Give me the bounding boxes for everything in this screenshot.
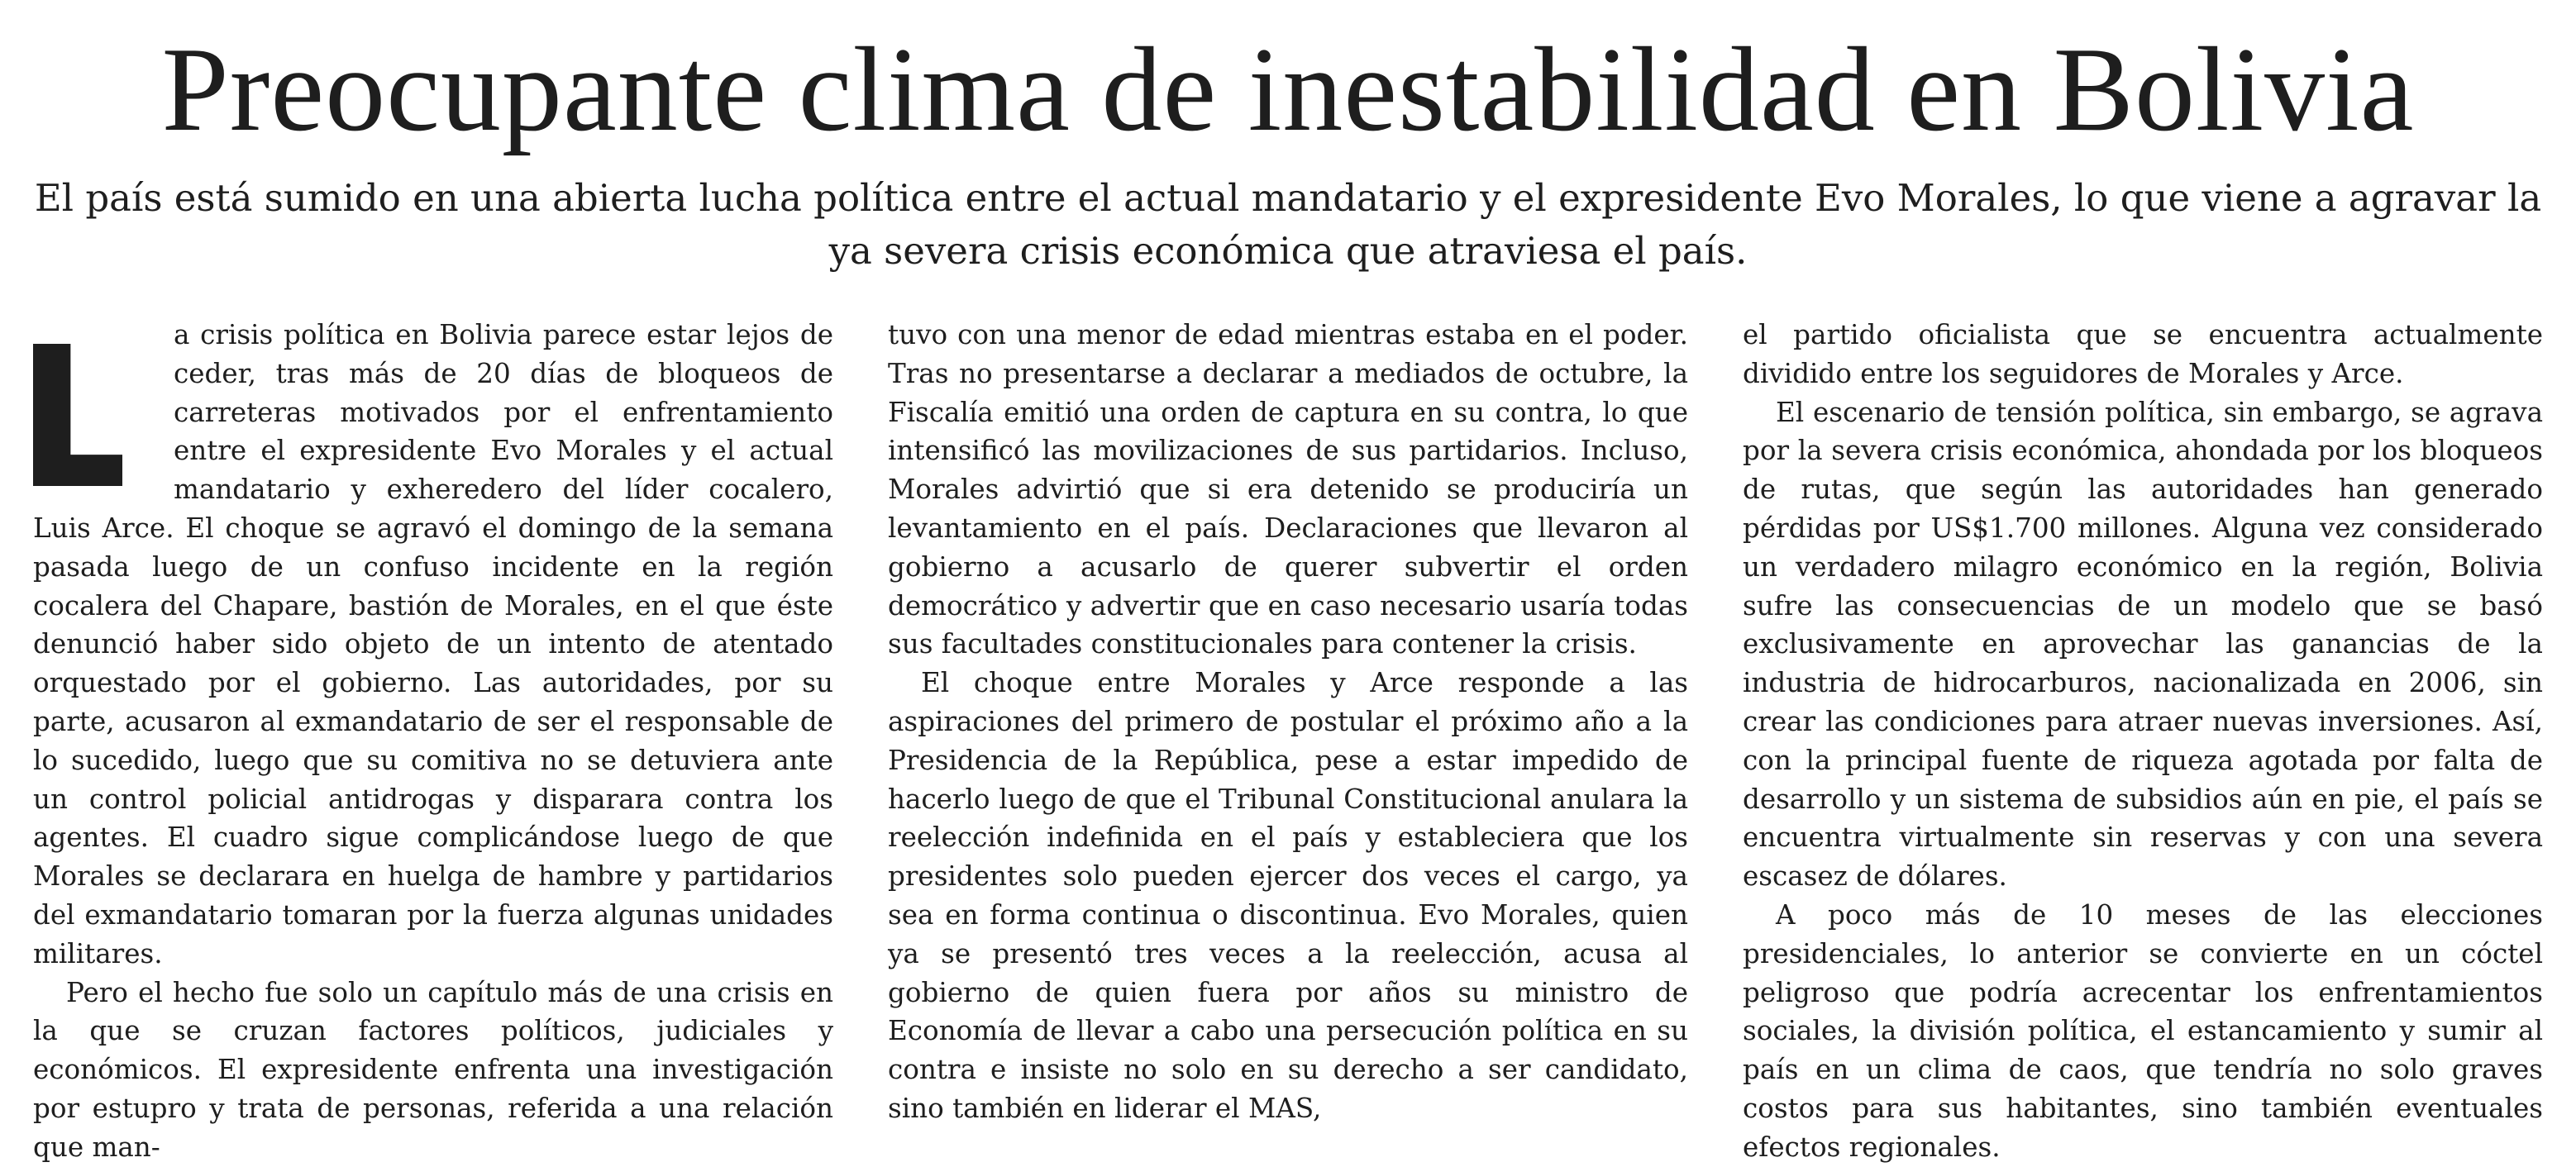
paragraph: El escenario de tensión política, sin embargo, se agrava por la severa crisis económica, ahondada por los bloqueos de rutas, que según las autoridades han generado pérdidas por US$1.700 millones. Alguna vez considerado un verdadero milagro económico en la región, Bolivia sufre las consecuencias de un modelo que se basó exclusivamente en aprovechar las ganancias de la industria de hidrocarburos, nacionalizada en 2006, sin crear las condiciones para atraer nuevas inversiones. Así, con la principal fuente de riqueza agotada por falta de desarrollo y un sistema de subsidios aún en pie, el país se encuentra virtualmente sin reservas y con una severa escasez de dólares.: [1743, 396, 2543, 893]
column-2: [888, 316, 1688, 1124]
article-body: [33, 316, 2543, 1163]
paragraph: Pero el hecho fue solo un capítulo más de una crisis en la que se cruzan factores políticos, judiciales y económicos. El expresidente enfrenta una investigación por estupro y trata de personas, referida a una relación que man-: [33, 976, 833, 1163]
paragraph: A poco más de 10 meses de las elecciones presidenciales, lo anterior se convierte en un cóctel peligroso que podría acrecentar los enfrentamientos sociales, la división política, el estancamiento y sumir al país en un clima de caos, que tendría no solo graves costos para sus habitantes, sino también eventuales efectos regionales.: [1743, 898, 2543, 1163]
deck-subtitle: El país está sumido en una abierta lucha política entre el actual mandatario y el expresidente Evo Morales, lo que viene a agravar la ya severa crisis económica que atraviesa el país.: [34, 176, 2542, 273]
paragraph: tuvo con una menor de edad mientras estaba en el poder. Tras no presentarse a declarar a mediados de octubre, la Fiscalía emitió una orden de captura en su contra, lo que intensificó las movilizaciones de sus partidarios. Incluso, Morales advirtió que si era detenido se produciría un levantamiento en el país. Declaraciones que llevaron al gobierno a acusarlo de querer subvertir el orden democrático y advertir que en caso necesario usaría todas sus facultades constitucionales para contener la crisis.: [888, 319, 1688, 660]
paragraph: a crisis política en Bolivia parece estar lejos de ceder, tras más de 20 días de bloqueos de carreteras motivados por el enfrentamiento entre el expresidente Evo Morales y el actual mandatario y exheredero del líder cocalero, Luis Arce. El choque se agravó el domingo de la semana pasada luego de un confuso incidente en la región cocalera del Chapare, bastión de Morales, en el que éste denunció haber sido objeto de un intento de atentado orquestado por el gobierno. Las autoridades, por su parte, acusaron al exmandatario de ser el responsable de lo sucedido, luego que su comitiva no se detuviera ante un control policial antidrogas y disparara contra los agentes. El cuadro sigue complicándose luego de que Morales se declarara en huelga de hambre y partidarios del exmandatario tomaran por la fuerza algunas unidades militares.: [33, 319, 833, 969]
headline: Preocupante clima de inestabilidad en Bolivia: [161, 22, 2415, 156]
paragraph: El choque entre Morales y Arce responde a las aspiraciones del primero de postular el próximo año a la Presidencia de la República, pese a estar impedido de hacerlo luego de que el Tribunal Constitucional anulara la reelección indefinida en el país y estableciera que los presidentes solo pueden ejercer dos veces el cargo, ya sea en forma continua o discontinua. Evo Morales, quien ya se presentó tres veces a la reelección, acusa al gobierno de quien fuera por años su ministro de Economía de llevar a cabo una persecución política en su contra e insiste no solo en su derecho a ser candidato, sino también en liderar el MAS,: [888, 667, 1688, 1124]
column-1: [33, 316, 833, 1163]
column-3: [1743, 316, 2543, 1163]
paragraph: el partido oficialista que se encuentra actualmente dividido entre los seguidores de Morales y Arce.: [1743, 319, 2543, 389]
